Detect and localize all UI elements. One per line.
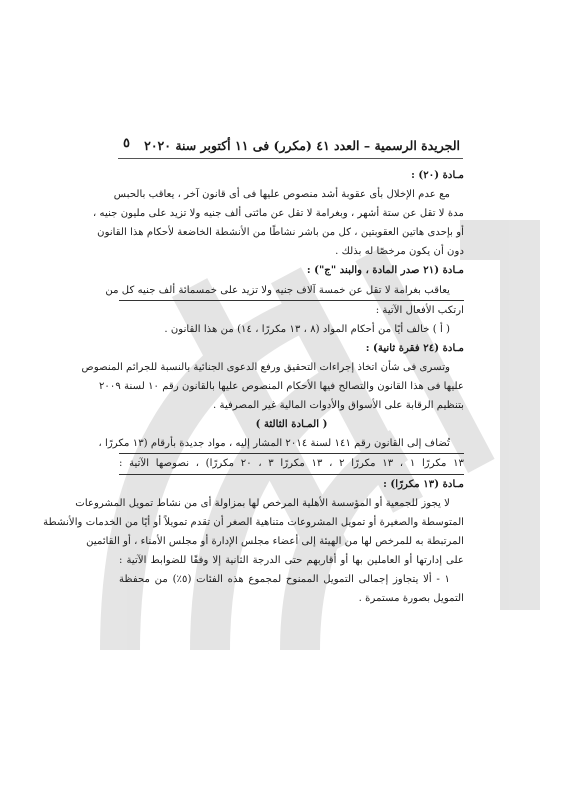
page-number: ٥ — [123, 136, 130, 151]
paragraph-line: المرتبطة به للمرخص لها من الهيئة إلى أعضاء مجلس الإدارة أو مجلس الأمناء ، أو القائمين — [86, 535, 464, 547]
article-13bis-heading: مـادة (١٣ مكررًا) : — [383, 477, 464, 490]
document-body — [43, 166, 465, 608]
paragraph-line: وتسرى فى شأن اتخاذ إجراءات التحقيق ورفع الدعوى الجنائية بالنسبة للجرائم المنصوص — [81, 361, 450, 373]
paragraph-line: يعاقب بغرامة لا تقل عن خمسة آلاف جنيه ولا تزيد على خمسمائة ألف جنيه كل من — [119, 281, 464, 301]
paragraph-line: التمويل بصورة مستمرة . — [358, 593, 464, 605]
article-24-heading: مـادة (٢٤ فقرة ثانية) : — [365, 341, 464, 354]
paragraph-line: عليها فى هذا القانون والتصالح فيها الأحكام المنصوص عليها بالقانون رقم ١٠ لسنة ٢٠٠٩ — [98, 381, 464, 393]
header-divider — [118, 158, 463, 159]
paragraph-line: دون أن يكون مرخصًا له بذلك . — [335, 246, 464, 258]
article-21-heading: مـادة (٢١ صدر المادة ، والبند "ج") : — [306, 264, 464, 277]
list-item: ١ - ألا يتجاوز إجمالى التمويل الممنوح لمجموع هذه الفئات (٥٪) من محفظة — [119, 573, 450, 585]
section-three-heading: ( المـادة الثالثة ) — [255, 418, 328, 431]
paragraph-line: ارتكب الأفعال الآتية : — [375, 304, 464, 316]
paragraph-line: مع عدم الإخلال بأى عقوبة أشد منصوص عليها فى أى قانون آخر ، يعاقب بالحبس — [113, 189, 450, 201]
paragraph-line: بتنظيم الرقابة على الأسواق والأدوات المالية غير المصرفية . — [213, 400, 464, 412]
paragraph-line: مدة لا تقل عن ستة أشهر ، وبغرامة لا تقل عن مائتى ألف جنيه ولا تزيد على مليون جنيه ، — [93, 208, 464, 220]
paragraph-line: المتوسطة والصغيرة أو تمويل المشروعات متناهية الصغر أن تقدم تمويلاً أو أيًا من الخدمات والأنشطة — [43, 516, 464, 528]
gazette-title: الجريدة الرسمية – العدد ٤١ (مكرر) فى ١١ أكتوبر سنة ٢٠٢٠ — [144, 137, 460, 153]
paragraph-line: على إدارتها أو العاملين بها أو أقاربهم حتى الدرجة الثانية إلا وفقًا للضوابط الآتية : — [119, 554, 464, 566]
paragraph-line: تُضاف إلى القانون رقم ١٤١ لسنة ٢٠١٤ المشار إليه ، مواد جديدة بأرقام (١٣ مكررًا ، — [119, 434, 464, 454]
list-item: ( أ ) خالف أيًا من أحكام المواد (٨ ، ١٣ مكررًا ، ١٤) من هذا القانون . — [164, 323, 450, 335]
article-20-heading: مـادة (٢٠) : — [411, 169, 464, 181]
paragraph-line: ١٣ مكررًا ١ ، ١٣ مكررًا ٢ ، ١٣ مكررًا ٣ ، ٢٠ مكررًا) ، نصوصها الآتية : — [119, 454, 464, 474]
paragraph-line: لا يجوز للجمعية أو المؤسسة الأهلية المرخص لها بمزاولة أى من نشاط تمويل المشروعات — [75, 497, 450, 509]
paragraph-line: أو بإحدى هاتين العقوبتين ، كل من باشر نشاطًا من الأنشطة الخاضعة لأحكام هذا القانون — [97, 227, 464, 239]
page-header — [115, 136, 460, 154]
